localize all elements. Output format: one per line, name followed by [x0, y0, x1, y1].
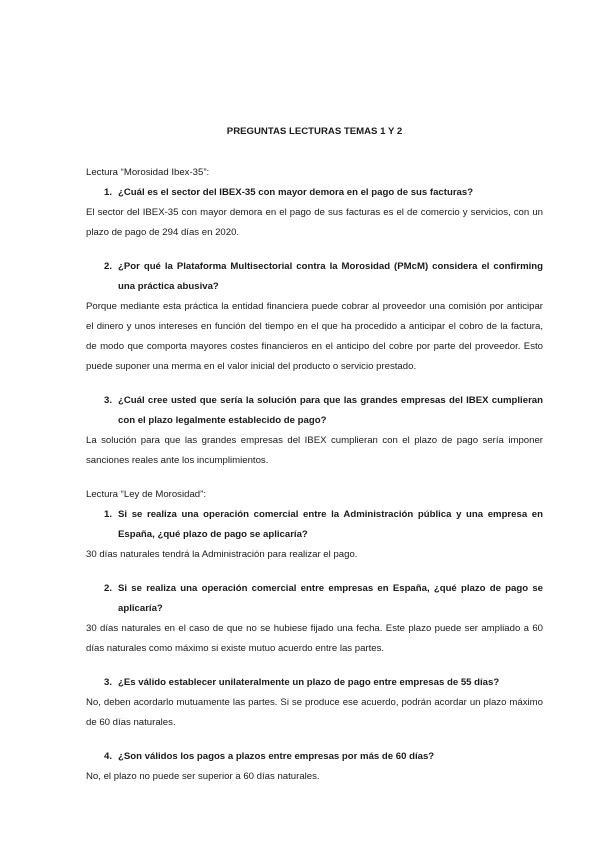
qa-item: [86, 391, 543, 471]
document-body: [86, 122, 543, 787]
answer-text: El sector del IBEX-35 con mayor demora en el pago de sus facturas es el de comercio y servicios, con un plazo de pago de 294 días en 2020.: [86, 207, 543, 238]
question-text: ¿Son válidos los pagos a plazos entre empresas por más de 60 días?: [118, 751, 435, 762]
question-text: Si se realiza una operación comercial entre la Administración pública y una empresa en España, ¿qué plazo de pago se aplicaría?: [118, 509, 543, 540]
answer-text: No, el plazo no puede ser superior a 60 días naturales.: [86, 771, 320, 782]
question: [86, 257, 543, 297]
qa-item: [86, 505, 543, 565]
qa-item: [86, 673, 543, 733]
section-ley-de-morosidad: [86, 485, 543, 787]
qa-item: [86, 579, 543, 659]
qa-item: [86, 747, 543, 787]
answer-text: No, deben acordarlo mutuamente las partes. Si se produce ese acuerdo, podrán acordar un plazo máximo de 60 días naturales.: [86, 697, 543, 728]
question: [86, 673, 543, 693]
question-number: 2.: [103, 583, 112, 594]
answer-text: 30 días naturales en el caso de que no se hubiese fijado una fecha. Este plazo puede ser ampliado a 60 días naturales como máximo si existe mutuo acuerdo entre las partes.: [86, 623, 543, 654]
question: [86, 747, 543, 767]
section-heading: Lectura “Morosidad Ibex-35”:: [86, 167, 210, 178]
qa-item: [86, 257, 543, 377]
question: [86, 505, 543, 545]
question-number: 2.: [103, 261, 112, 272]
question: [86, 183, 543, 203]
question: [86, 579, 543, 619]
question-number: 4.: [103, 751, 112, 762]
question-number: 3.: [103, 677, 112, 688]
question-number: 3.: [103, 395, 112, 406]
question-text: ¿Es válido establecer unilateralmente un plazo de pago entre empresas de 55 días?: [118, 677, 500, 688]
question-number: 1.: [103, 509, 112, 520]
question-text: ¿Cuál es el sector del IBEX-35 con mayor demora en el pago de sus facturas?: [118, 187, 474, 198]
document-title: PREGUNTAS LECTURAS TEMAS 1 Y 2: [226, 126, 403, 137]
answer-text: La solución para que las grandes empresas del IBEX cumplieran con el plazo de pago sería imponer sanciones reales ante los incumplimientos.: [86, 435, 543, 466]
section-heading: Lectura “Ley de Morosidad”:: [86, 489, 206, 500]
question: [86, 391, 543, 431]
question-number: 1.: [103, 187, 112, 198]
section-morosidad-ibex35: [86, 163, 543, 471]
qa-item: [86, 183, 543, 243]
answer-text: 30 días naturales tendrá la Administración para realizar el pago.: [86, 549, 358, 560]
question-text: ¿Cuál cree usted que sería la solución para que las grandes empresas del IBEX cumplieran con el plazo legalmente establecido de pago?: [118, 395, 543, 426]
question-text: ¿Por qué la Plataforma Multisectorial contra la Morosidad (PMcM) considera el confirming una práctica abusiva?: [118, 261, 543, 292]
question-text: Si se realiza una operación comercial entre empresas en España, ¿qué plazo de pago se aplicaría?: [118, 583, 543, 614]
answer-text: Porque mediante esta práctica la entidad financiera puede cobrar al proveedor una comisión por anticipar el dinero y unos intereses en función del tiempo en el que ha procedido a anticipar el cobro de la factura, de modo que comporta mayores costes financieros en el anticipo del cobre por parte del proveedor. Esto puede suponer una merma en el valor inicial del producto o servicio prestado.: [86, 301, 543, 372]
